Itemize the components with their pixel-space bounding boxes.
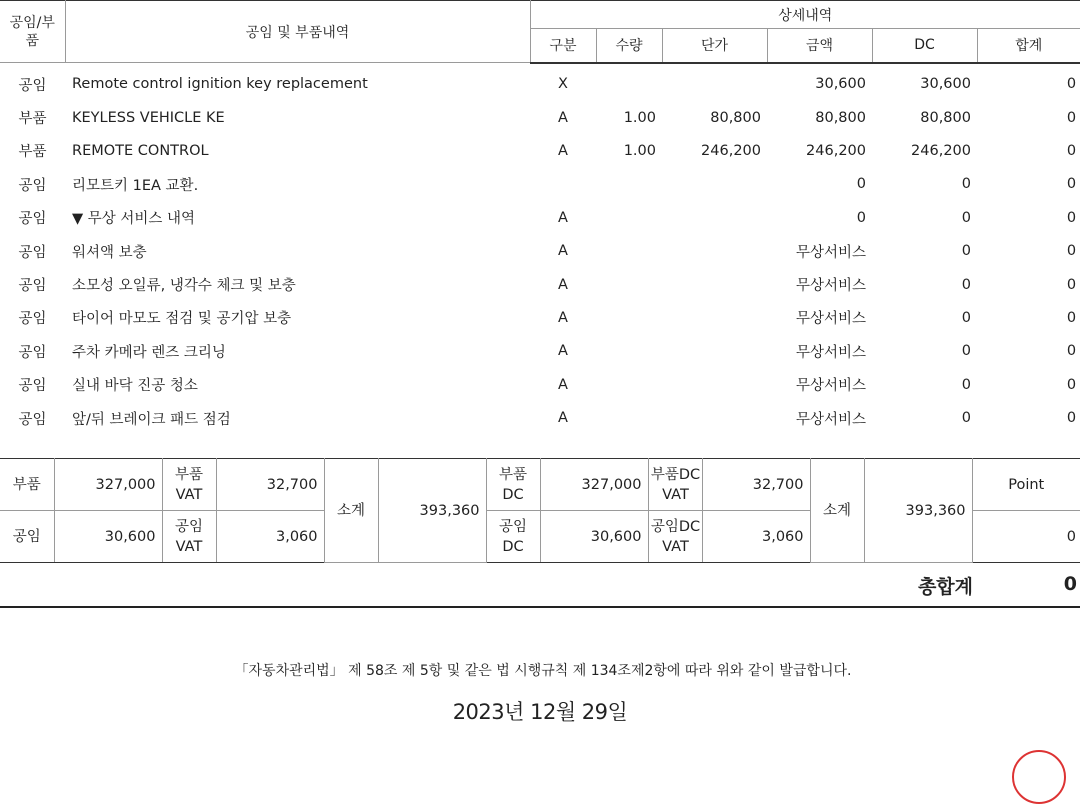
row-division: A bbox=[558, 343, 568, 360]
table-row bbox=[0, 134, 1080, 167]
grand-total-label: 총합계 bbox=[917, 576, 973, 598]
table-row bbox=[0, 335, 1080, 368]
legal-notice: 「자동차관리법」 제 58조 제 5항 및 같은 법 시행규칙 제 134조제2항에 따라 위와 같이 발급합니다. bbox=[234, 663, 852, 679]
row-total: 0 bbox=[1066, 142, 1077, 159]
summary-labor-dc-value: 30,600 bbox=[540, 511, 648, 563]
summary-subtotal-label: 소계 bbox=[324, 459, 378, 563]
row-dc: 0 bbox=[961, 209, 971, 226]
row-total: 0 bbox=[1066, 176, 1077, 193]
row-division bbox=[530, 168, 596, 201]
row-division: A bbox=[558, 376, 568, 393]
table-row bbox=[0, 268, 1080, 301]
table-row bbox=[0, 168, 1080, 201]
row-unit-price bbox=[662, 368, 767, 401]
summary-parts-dc-value: 327,000 bbox=[540, 459, 648, 511]
summary-parts-vat-label: 부품VAT bbox=[162, 459, 216, 511]
header-description: 공임 및 부품내역 bbox=[65, 1, 530, 63]
summary-subtotal2-label: 소계 bbox=[810, 459, 864, 563]
header-total: 합계 bbox=[977, 29, 1080, 63]
row-total: 0 bbox=[1066, 243, 1077, 260]
row-dc: 30,600 bbox=[920, 76, 971, 93]
row-amount: 80,800 bbox=[815, 109, 866, 126]
row-division: X bbox=[558, 76, 568, 93]
table-row bbox=[0, 68, 1080, 101]
row-type: 공임 bbox=[18, 344, 47, 361]
table-row bbox=[0, 301, 1080, 334]
row-total: 0 bbox=[1066, 109, 1077, 126]
row-quantity bbox=[596, 234, 662, 267]
row-dc: 246,200 bbox=[911, 142, 971, 159]
row-amount: 0 bbox=[856, 176, 866, 193]
row-amount: 무상서비스 bbox=[795, 278, 866, 295]
row-unit-price bbox=[662, 268, 767, 301]
row-type: 공임 bbox=[18, 311, 47, 328]
row-unit-price bbox=[662, 68, 767, 101]
row-quantity bbox=[596, 301, 662, 334]
row-amount: 무상서비스 bbox=[795, 244, 866, 261]
row-type: 공임 bbox=[18, 378, 47, 395]
issue-date: 2023년 12월 29일 bbox=[452, 700, 628, 724]
row-description: 워셔액 보충 bbox=[72, 244, 147, 261]
row-division: A bbox=[558, 142, 568, 159]
row-amount: 30,600 bbox=[815, 76, 866, 93]
row-total: 0 bbox=[1066, 410, 1077, 427]
row-total: 0 bbox=[1066, 309, 1077, 326]
row-quantity bbox=[596, 268, 662, 301]
row-amount: 무상서비스 bbox=[795, 411, 866, 428]
table-row bbox=[0, 234, 1080, 267]
row-unit-price bbox=[662, 335, 767, 368]
row-type: 부품 bbox=[18, 144, 47, 161]
table-row bbox=[0, 368, 1080, 401]
row-total: 0 bbox=[1066, 376, 1077, 393]
summary-point-label: Point bbox=[972, 459, 1080, 511]
row-quantity bbox=[596, 335, 662, 368]
row-quantity: 1.00 bbox=[623, 109, 656, 126]
row-description: 실내 바닥 진공 청소 bbox=[72, 378, 198, 395]
row-unit-price: 246,200 bbox=[701, 142, 761, 159]
row-division: A bbox=[558, 276, 568, 293]
row-description: ▼ 무상 서비스 내역 bbox=[72, 211, 196, 228]
header-quantity: 수량 bbox=[596, 29, 662, 63]
row-description: 리모트키 1EA 교환. bbox=[72, 177, 199, 194]
row-quantity bbox=[596, 168, 662, 201]
summary-labor-label: 공임 bbox=[0, 511, 54, 563]
row-dc: 0 bbox=[961, 376, 971, 393]
summary-labor-dc-label: 공임DC bbox=[486, 511, 540, 563]
row-quantity bbox=[596, 368, 662, 401]
row-unit-price bbox=[662, 401, 767, 434]
row-unit-price bbox=[662, 301, 767, 334]
grand-total-value: 0 bbox=[1063, 573, 1077, 595]
summary-table bbox=[0, 458, 1080, 563]
row-description: 주차 카메라 렌즈 크리닝 bbox=[72, 344, 226, 361]
row-division: A bbox=[558, 243, 568, 260]
row-unit-price bbox=[662, 234, 767, 267]
table-row bbox=[0, 401, 1080, 434]
grand-total-row bbox=[0, 564, 1080, 608]
summary-parts-vat-value: 32,700 bbox=[216, 459, 324, 511]
summary-labor-vat-label: 공임VAT bbox=[162, 511, 216, 563]
row-total: 0 bbox=[1066, 209, 1077, 226]
row-description: Remote control ignition key replacement bbox=[72, 76, 368, 93]
row-dc: 0 bbox=[961, 343, 971, 360]
table-row bbox=[0, 101, 1080, 134]
row-type: 공임 bbox=[18, 278, 47, 295]
row-dc: 0 bbox=[961, 243, 971, 260]
row-amount: 무상서비스 bbox=[795, 378, 866, 395]
summary-parts-label: 부품 bbox=[0, 459, 54, 511]
row-type: 공임 bbox=[18, 244, 47, 261]
row-division: A bbox=[558, 410, 568, 427]
summary-parts-dc-label: 부품DC bbox=[486, 459, 540, 511]
row-amount: 246,200 bbox=[806, 142, 866, 159]
row-division: A bbox=[558, 309, 568, 326]
row-unit-price bbox=[662, 168, 767, 201]
row-amount: 0 bbox=[856, 209, 866, 226]
summary-parts-dc-vat-value: 32,700 bbox=[702, 459, 810, 511]
row-amount: 무상서비스 bbox=[795, 311, 866, 328]
header-detail-group: 상세내역 bbox=[530, 1, 1080, 29]
row-description: 소모성 오일류, 냉각수 체크 및 보충 bbox=[72, 278, 296, 295]
row-description: KEYLESS VEHICLE KE bbox=[72, 109, 225, 126]
row-type: 공임 bbox=[18, 77, 47, 94]
summary-subtotal2-value: 393,360 bbox=[864, 459, 972, 563]
row-type: 부품 bbox=[18, 111, 47, 128]
row-description: 앞/뒤 브레이크 패드 점검 bbox=[72, 411, 231, 428]
row-division: A bbox=[558, 209, 568, 226]
row-dc: 0 bbox=[961, 176, 971, 193]
summary-point-value: 0 bbox=[972, 511, 1080, 563]
header-unit-price: 단가 bbox=[662, 29, 767, 63]
summary-subtotal-value: 393,360 bbox=[378, 459, 486, 563]
row-total: 0 bbox=[1066, 76, 1077, 93]
table-row bbox=[0, 201, 1080, 234]
header-division: 구분 bbox=[530, 29, 596, 63]
row-amount: 무상서비스 bbox=[795, 344, 866, 361]
header-type: 공임/부품 bbox=[0, 1, 65, 63]
row-type: 공임 bbox=[18, 211, 47, 228]
row-dc: 0 bbox=[961, 410, 971, 427]
row-unit-price: 80,800 bbox=[710, 109, 761, 126]
header-amount: 금액 bbox=[767, 29, 872, 63]
seal-stamp-icon bbox=[1012, 750, 1066, 804]
row-description: REMOTE CONTROL bbox=[72, 142, 209, 159]
detail-rows bbox=[0, 68, 1080, 435]
row-quantity bbox=[596, 201, 662, 234]
row-dc: 0 bbox=[961, 309, 971, 326]
summary-labor-dc-vat-value: 3,060 bbox=[702, 511, 810, 563]
row-quantity: 1.00 bbox=[623, 142, 656, 159]
row-division: A bbox=[558, 109, 568, 126]
row-unit-price bbox=[662, 201, 767, 234]
row-total: 0 bbox=[1066, 276, 1077, 293]
row-dc: 0 bbox=[961, 276, 971, 293]
summary-labor-dc-vat-label: 공임DC VAT bbox=[648, 511, 702, 563]
row-description: 타이어 마모도 점검 및 공기압 보충 bbox=[72, 311, 292, 328]
summary-labor-vat-value: 3,060 bbox=[216, 511, 324, 563]
header-dc: DC bbox=[872, 29, 977, 63]
summary-labor-value: 30,600 bbox=[54, 511, 162, 563]
summary-parts-dc-vat-label: 부품DC VAT bbox=[648, 459, 702, 511]
row-type: 공임 bbox=[18, 177, 47, 194]
row-quantity bbox=[596, 68, 662, 101]
row-type: 공임 bbox=[18, 411, 47, 428]
row-total: 0 bbox=[1066, 343, 1077, 360]
row-quantity bbox=[596, 401, 662, 434]
summary-parts-value: 327,000 bbox=[54, 459, 162, 511]
row-dc: 80,800 bbox=[920, 109, 971, 126]
